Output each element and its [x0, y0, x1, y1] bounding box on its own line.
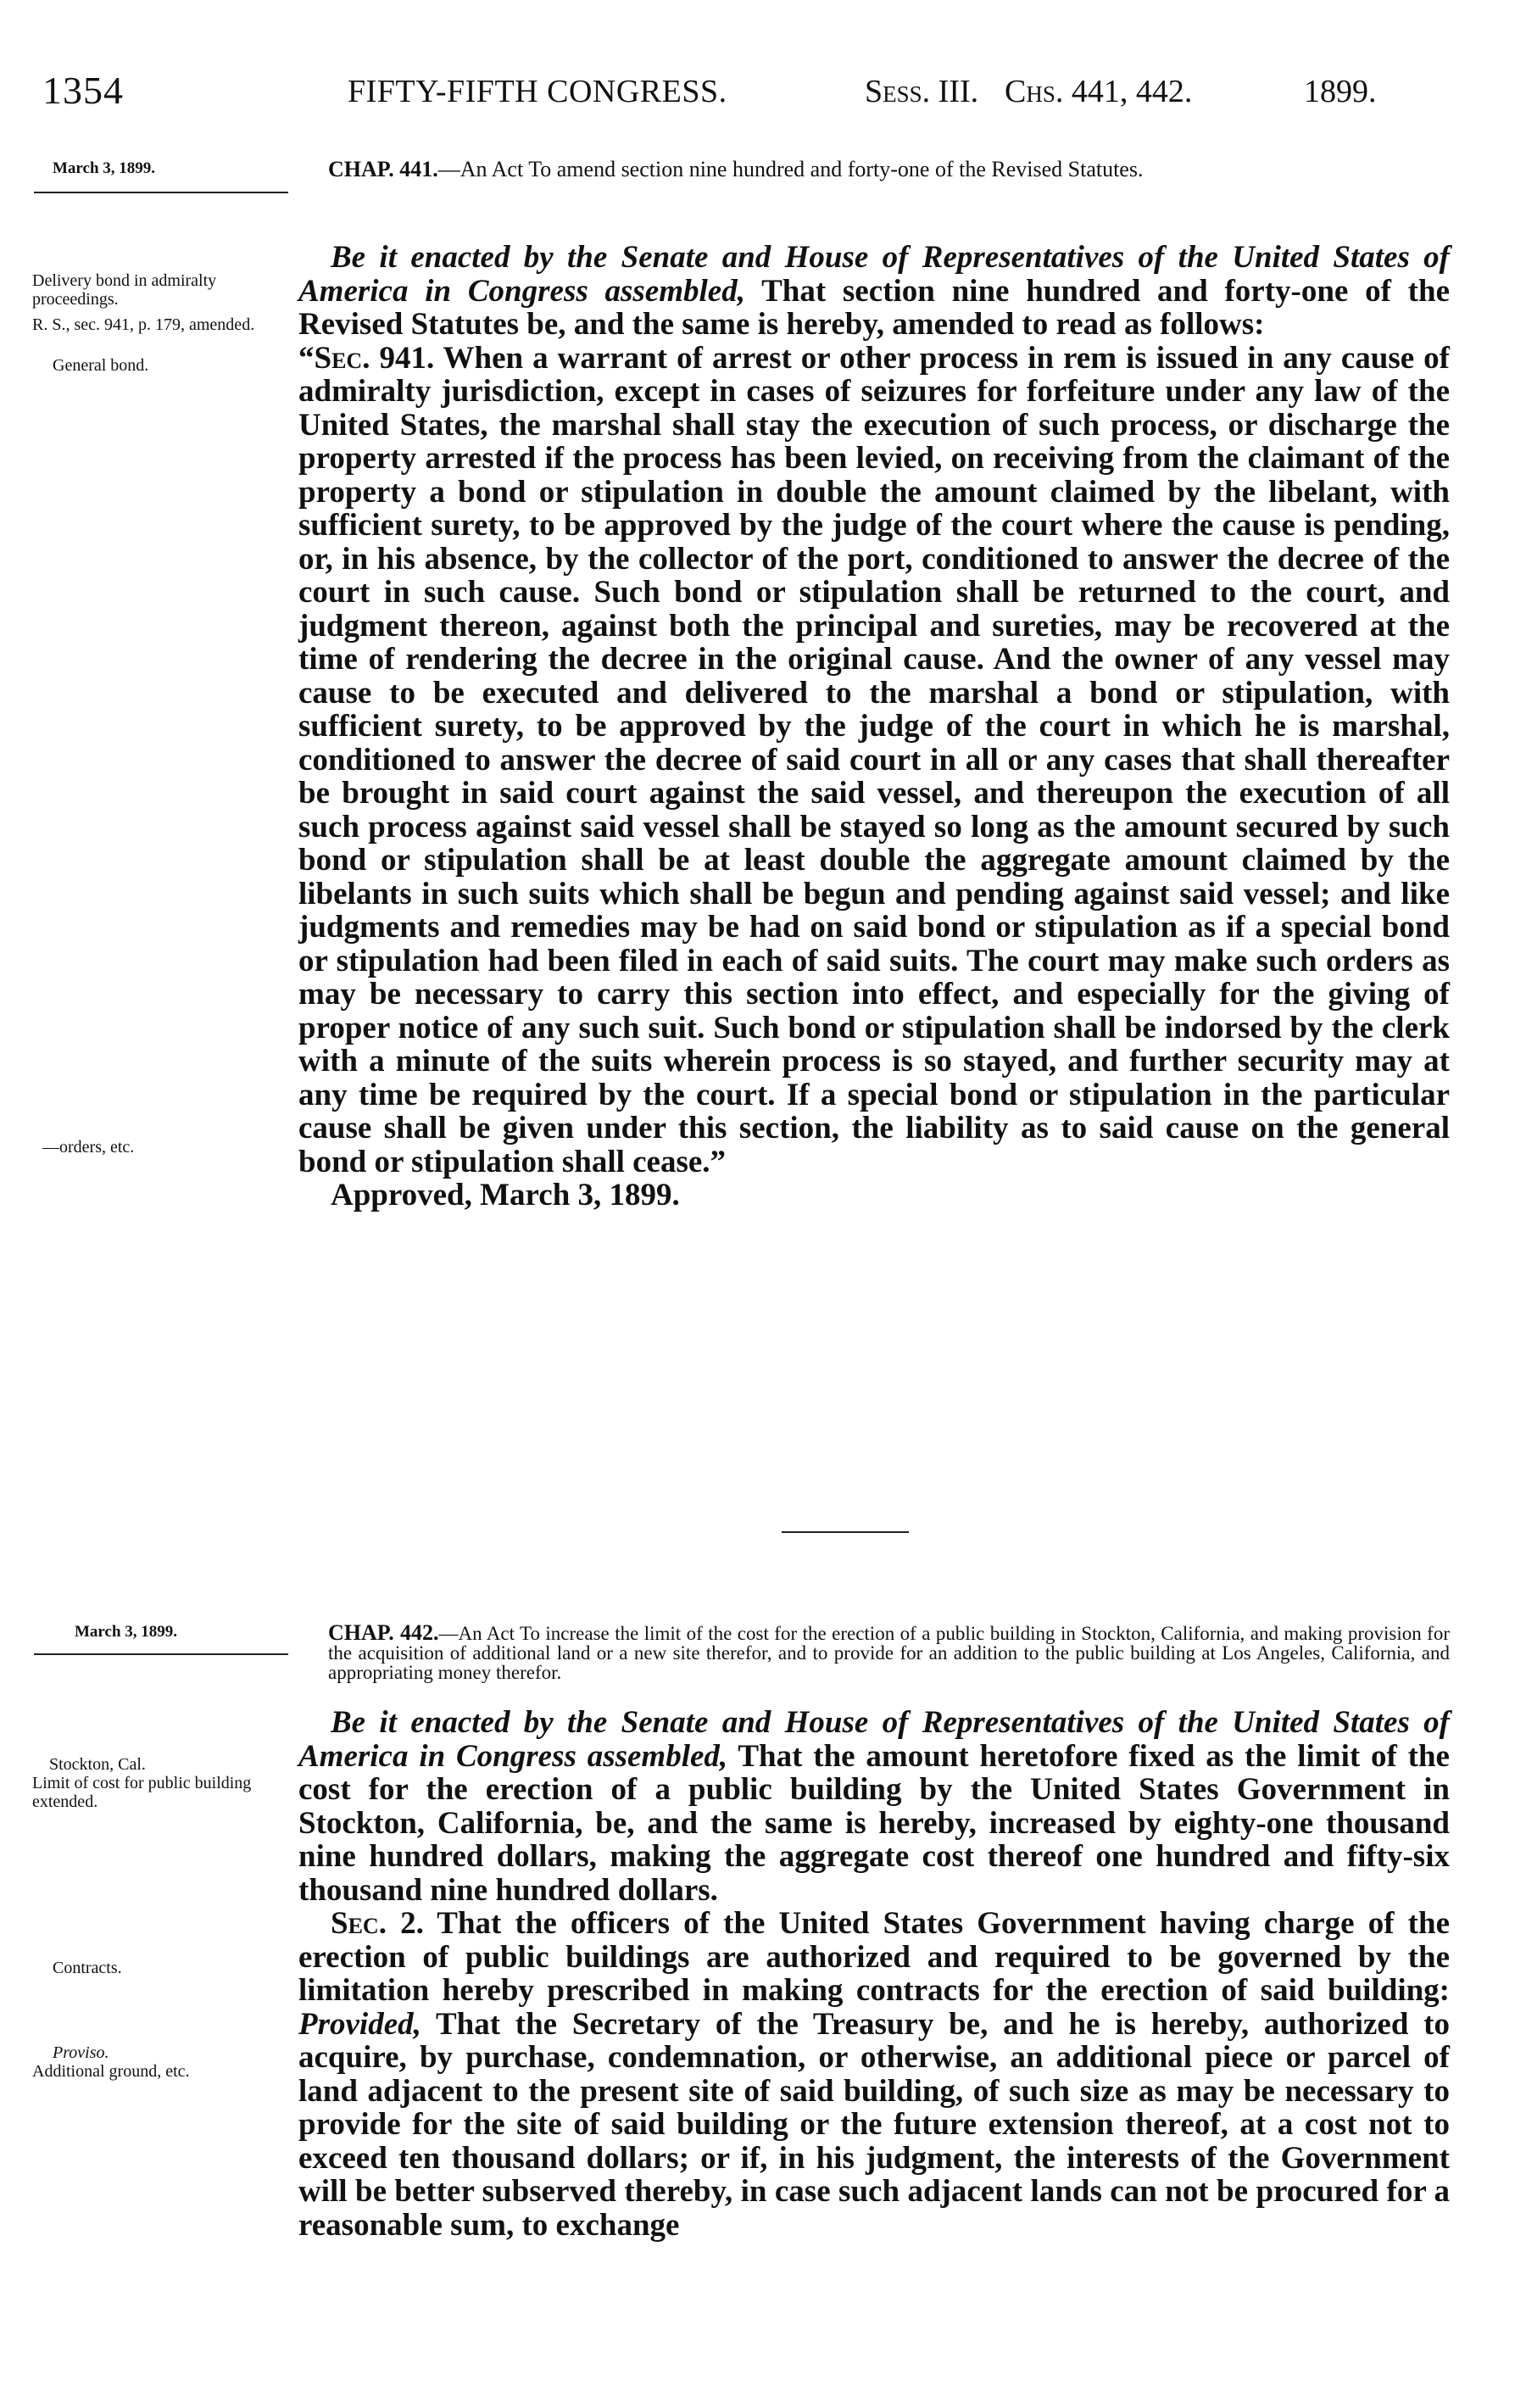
chap441-margin-rule [34, 192, 288, 193]
chap442-section-2 [298, 1907, 1450, 2242]
margin-note-proviso: Proviso. [53, 2043, 109, 2062]
chap441-body [298, 241, 1450, 1212]
chap442-margin-rule [34, 1653, 288, 1655]
chap441-sec-label: “Sec. 941. [298, 340, 435, 376]
chap442-sec2-text-b: That the Secretary of the Treasury be, and he is hereby, authorized to acquire, by purchase, condemnation, or otherwise, an additional piece or parcel of land adjacent to the present site of said building, of such size as may be necessary to provide for the site of said building or the future extension thereof, at a cost not to exceed ten thousand dollars; or if, in his judgment, the interests of the Government will be better subserved thereby, in case such adjacent lands can not be procured for a reasonable sum, to exchange [298, 2006, 1450, 2243]
chap442-sec2-label: Sec. 2. [331, 1906, 424, 1941]
chap441-enacting-clause [298, 241, 1450, 342]
margin-note-general-bond: General bond. [53, 356, 149, 375]
chap441-sec-text: When a warrant of arrest or other process in rem is issued in any cause of admiralty jurisdiction, except in cases of seizures for forfeiture under any law of the United States, the marshal shall stay the execution of such process, or discharge the property arrested if the process has been levied, on receiving from the claimant of the property a bond or stipulation in double the amount claimed by the libelant, with sufficient surety, to be approved by the judge of the court where the cause is pending, or, in his absence, by the collector of the port, conditioned to answer the decree of the court in such cause. Such bond or stipulation shall be returned to the court, and judgment thereon, against both the principal and sureties, may be recovered at the time of rendering the decree in the original cause. And the owner of any vessel may cause to be executed and delivered to the marshal a bond or stipulation, with sufficient surety, to be approved by the judge of the court in which he is marshal, conditioned to answer the decree of said court in all or any cases that shall thereafter be brought in said court against the said vessel, and thereupon the execution of all such process against said vessel shall be stayed so long as the amount secured by such bond or stipulation shall be at least double the aggregate amount claimed by the libelants in such suits which shall be begun and pending against said vessel; and like judgments and remedies may be had on said bond or stipulation as if a special bond or stipulation had been filed in each of said suits. The court may make such orders as may be necessary to carry this section into effect, and especially for the giving of proper notice of any such suit. Such bond or stipulation shall be indorsed by the clerk with a minute of the suits wherein process is so stayed, and further security may at any time be required by the court. If a special bond or stipulation in the particular cause shall be given under this section, the liability as to said cause on the general bond or stipulation shall cease.” [298, 340, 1450, 1179]
chap441-title: —An Act To amend section nine hundred and forty-one of the Revised Statutes. [437, 157, 1144, 181]
chap441-heading [328, 158, 1450, 181]
chapters-label: Chs. 441, 442. [1005, 74, 1193, 109]
margin-note-limit-extended: Limit of cost for public building extended. [32, 1774, 252, 1811]
chap441-date: March 3, 1899. [53, 159, 156, 177]
chap441-enacting-rest: That section nine hundred and forty-one of the Revised Statutes be, and the same is hereby, amended to read as follows: [298, 273, 1451, 342]
chap441-approved: Approved, March 3, 1899. [331, 1178, 680, 1212]
chap441-number: CHAP. 441. [328, 157, 438, 181]
chap442-number: CHAP. 442. [328, 1620, 439, 1645]
chap442-sec2-text-a: That the officers of the United States Government having charge of the erection of public buildings are authorized and required to be governed by the limitation hereby prescribed in making contracts for the erection of said building: [298, 1906, 1450, 2008]
chap442-date: March 3, 1899. [75, 1623, 178, 1641]
margin-note-rs-941: R. S., sec. 941, p. 179, amended. [32, 315, 255, 334]
chap442-provided: Provided, [298, 2006, 421, 2042]
chap442-enacting-clause [298, 1706, 1450, 1907]
chap442-heading [328, 1620, 1450, 1683]
chap442-body [298, 1706, 1450, 2242]
header-year: 1899. [1304, 74, 1377, 109]
chap441-enacting-italic: Be it enacted by the Senate and House of Representatives of the United States of America in Congress assembled, [298, 240, 1450, 309]
chap442-enacting-italic: Be it enacted by the Senate and House of Representatives of the United States of America in Congress assembled, [298, 1705, 1450, 1774]
section-divider [782, 1531, 909, 1533]
chap442-enacting-rest: That the amount heretofore fixed as the limit of the cost for the erection of a public building by the United States Government in Stockton, California, be, and the same is hereby, increased by eighty-one thousand nine hundred dollars, making the aggregate cost thereof one hundred and fifty-six thousand nine hundred dollars. [298, 1738, 1450, 1908]
margin-note-orders: —orders, etc. [42, 1138, 135, 1157]
margin-note-additional-ground: Additional ground, etc. [32, 2062, 190, 2081]
page-number: 1354 [42, 69, 124, 112]
session-label: Sess. III. [865, 74, 979, 109]
margin-note-delivery-bond: Delivery bond in admiralty proceedings. [32, 271, 217, 309]
margin-note-contracts: Contracts. [53, 1959, 122, 1977]
chap441-section-941 [298, 342, 1450, 1179]
running-title: FIFTY-FIFTH CONGRESS. [348, 74, 727, 109]
margin-note-stockton: Stockton, Cal. [49, 1755, 146, 1774]
chap442-title: —An Act To increase the limit of the cost for the erection of a public building in Stockton, California, and making provision for the acquisition of additional land or a new site therefor, and to provide for an addition to the public building at Los Angeles, California, and appropriating money therefor. [328, 1623, 1450, 1683]
